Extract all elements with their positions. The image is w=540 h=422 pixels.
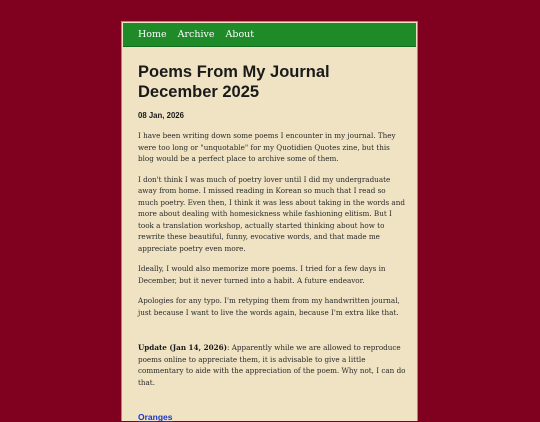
blog-page — [121, 21, 418, 421]
update-text: : Apparently while we are allowed to reproduce poems online to appreciate them, it is advisable to give a little commentary to aide with the appreciation of the poem. Why not, I can do that. — [138, 343, 406, 387]
update-label: Update (Jan 14, 2026) — [138, 343, 227, 352]
post-date: 08 Jan, 2026 — [138, 111, 184, 120]
post-title: Poems From My Journal December 2025 — [138, 63, 330, 101]
update-paragraph — [138, 342, 406, 388]
nav-home-link[interactable]: Home — [138, 29, 167, 40]
post-paragraph: I have been writing down some poems I encounter in my journal. They were too long or "unquotable" for my Quotidien Quotes zine, but this blog would be a perfect place to archive some of them. — [138, 131, 396, 163]
poem-link-oranges[interactable]: Oranges — [138, 412, 173, 422]
post-paragraph: Ideally, I would also memorize more poems. I tried for a few days in December, but it never turned into a habit. A future endeavor. — [138, 264, 386, 285]
post-article — [138, 62, 406, 422]
post-paragraph: Apologies for any typo. I'm retyping them from my handwritten journal, just because I want to live the words again, because I'm extra like that. — [138, 296, 400, 317]
nav-archive-link[interactable]: Archive — [177, 29, 215, 40]
post-paragraph: I don't think I was much of poetry lover until I did my undergraduate away from home. I missed reading in Korean so much that I read so much poetry. Even then, I think it was less about taking in the words and more about dealing with homesickness while fashioning elitism. But I took a translation workshop, actually started thinking about how to rewrite these beautiful, funny, evocative words, and that made me appreciate poetry even more. — [138, 174, 405, 253]
top-nav — [123, 23, 416, 47]
nav-about-link[interactable]: About — [225, 29, 255, 40]
